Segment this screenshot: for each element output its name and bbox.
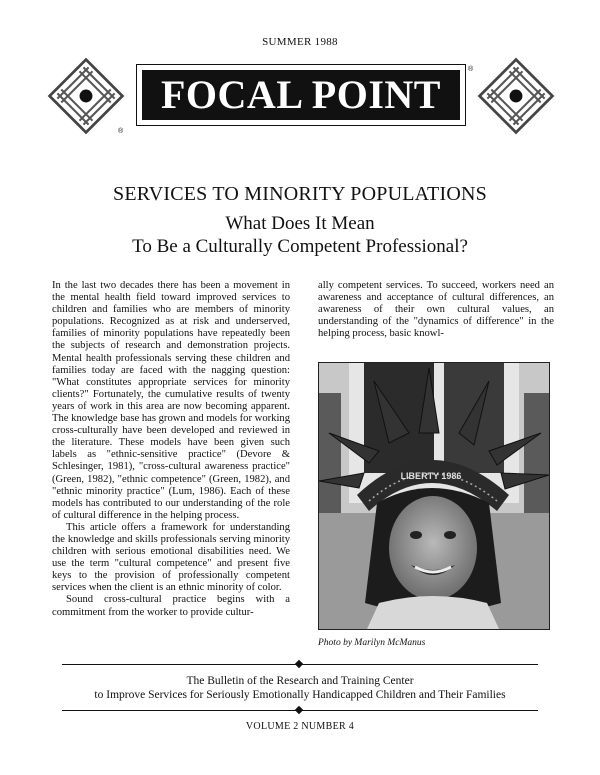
volume-number: VOLUME 2 NUMBER 4 (245, 721, 355, 732)
masthead-registered-mark: ® (468, 66, 474, 73)
article-headline: SERVICES TO MINORITY POPULATIONS (113, 183, 487, 205)
masthead (136, 64, 466, 126)
hat-text: LIBERTY 1986 (400, 471, 462, 481)
bulletin-line-2: to Improve Services for Seriously Emotionally Handicapped Children and Their Families (94, 689, 506, 701)
right-paragraph-1: ally competent services. To succeed, workers need an awareness and acceptance of cultural differences, an awareness of their own cultural values, an understanding of the "dynamics of difference" in the helping process, basic knowl- (318, 280, 554, 340)
article-right-column (318, 280, 554, 340)
article-subhead-line1: What Does It Mean (225, 213, 375, 234)
photo-credit: Photo by Marilyn McManus (318, 638, 426, 648)
left-paragraph-3: Sound cross-cultural practice begins with a commitment from the worker to provide cultur- (52, 594, 290, 618)
footer-diamond-top-icon (295, 660, 303, 668)
article-subhead-line2: To Be a Culturally Competent Professional? (132, 236, 468, 257)
left-paragraph-1: In the last two decades there has been a movement in the mental health field toward improved services to children and families who are members of minority populations. Recognized as at risk and underserved, families of minority populations have repeatedly been the subjects of research and demonstration projects. Mental health professionals serving these children and families today are faced with the nagging question: "What constitutes appropriate services for minority clients?" Fortunately, the cumulative results of twenty years of work in this area are now becoming apparent. The knowledge base has grown and models for working cross-culturally have been developed and reviewed in the literature. These models have been given such labels as "ethnic-sensitive practice" (Devore & Schlesinger, 1981), "cross-cultural awareness practice" (Green, 1982), "ethnic competence" (Green, 1982), and "ethnic minority practice" (Lum, 1986). Each of these models has contributed to our understanding of the role of cultural difference in the helping process. (52, 280, 290, 521)
child-photo (318, 362, 550, 630)
masthead-title: FOCAL POINT (142, 70, 460, 120)
right-hands-logo-icon (470, 50, 562, 142)
bulletin-line-1: The Bulletin of the Research and Training Center (186, 675, 414, 687)
issue-date: SUMMER 1988 (262, 36, 338, 48)
article-left-column (52, 280, 290, 640)
registered-mark: ® (118, 128, 124, 135)
footer-diamond-bottom-icon (295, 706, 303, 714)
left-paragraph-2: This article offers a framework for understanding the knowledge and skills professionals serving minority children with serious emotional disabilities need. We use the term "cultural competence" and present five keys to the provision of professionally competent services when the client is an ethnic minority of color. (52, 521, 290, 594)
